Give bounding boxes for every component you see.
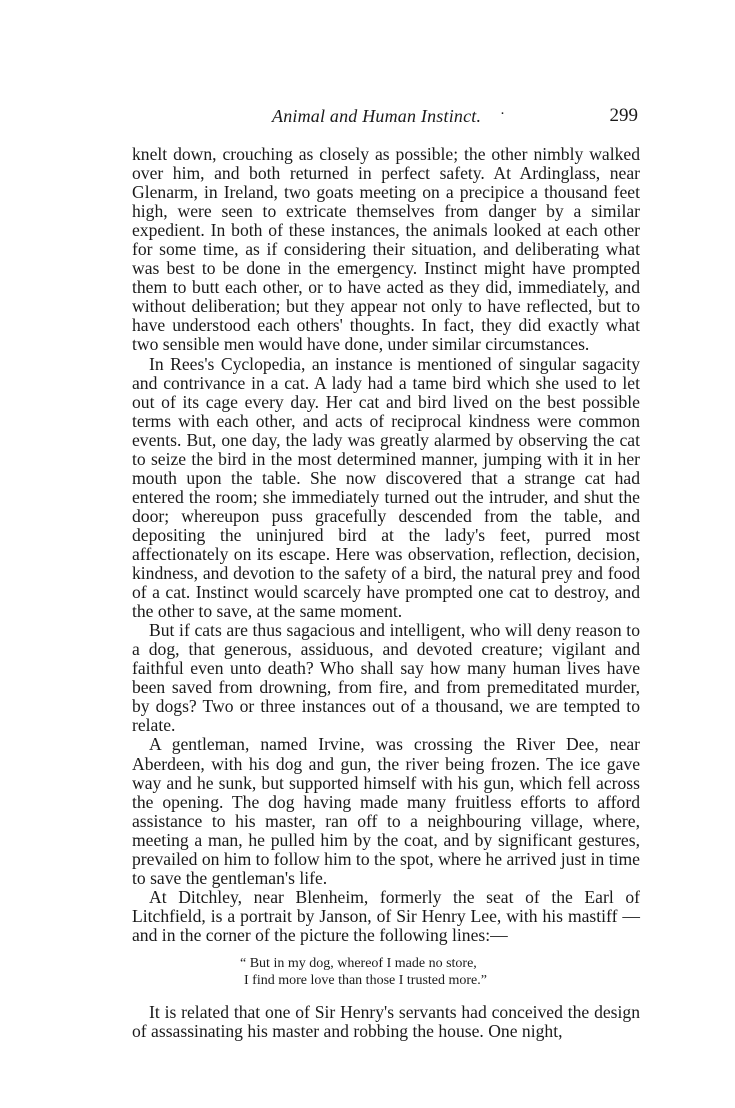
verse-line-2: I find more love than those I trusted more.” [244,972,487,988]
verse-quotation [132,955,640,989]
body-text [132,145,640,1041]
verse-line-1: “ But in my dog, whereof I made no store, [240,955,477,971]
running-head-mark: · [500,106,505,122]
paragraph-ditchley-portrait: At Ditchley, near Blenheim, formerly the seat of the Earl of Litchfield, is a portrait by Janson, of Sir Henry Lee, with his mastiff —and in the corner of the picture the following lines:— [132,886,640,945]
paragraph-cat-anecdote: In Rees's Cyclopedia, an instance is mentioned of singular sagacity and contrivance in a cat. A lady had a tame bird which she used to let out of its cage every day. Her cat and bird lived on the best possible terms with each other, and acts of reciprocal kindness were common events. But, one day, the lady was greatly alarmed by observing the cat to seize the bird in the most determined manner, jumping with it in her mouth upon the table. She now discovered that a strange cat had entered the room; she immediately turned out the intruder, and shut the door; whereupon puss gracefully descended from the table, and depositing the uninjured bird at the lady's feet, purred most affectionately on its escape. Here was observation, reflection, decision, kindness, and devotion to the safety of a bird, the natural prey and food of a cat. Instinct would scarcely have prompted one cat to destroy, and the other to save, at the same moment. [132,353,640,622]
running-head [130,104,642,130]
running-title: Animal and Human Instinct. [272,106,482,126]
paragraph-closing: It is related that one of Sir Henry's servants had conceived the design of assassinating his master and robbing the house. One night, [132,1001,640,1042]
paragraph-dog-reason: But if cats are thus sagacious and intelligent, who will deny reason to a dog, that generous, assiduous, and devoted creature; vigilant and faithful even unto death? Who shall say how many human lives have been saved from drowning, from fire, and from premeditated murder, by dogs? Two or three instances out of a thousand, we are tempted to relate. [132,620,640,736]
paragraph-irvine-anecdote: A gentleman, named Irvine, was crossing the River Dee, near Aberdeen, with his dog and gun, the river being frozen. The ice gave way and he sunk, but supported himself with his gun, which fell across the opening. The dog having made many fruitless efforts to afford assistance to his master, ran off to a neighbouring village, where, meeting a man, he pulled him by the coat, and by significant gestures, prevailed on him to follow him to the spot, where he arrived just in time to save the gentleman's life. [132,734,640,888]
page-number: 299 [609,105,638,126]
paragraph-continued: knelt down, crouching as closely as possible; the other nimbly walked over him, and both returned in perfect safety. At Ardinglass, near Glenarm, in Ireland, two goats meeting on a precipice a thousand feet high, were seen to extricate themselves from danger by a similar expedient. In both of these instances, the animals looked at each other for some time, as if considering their situation, and deliberating what was best to be done in the emergency. Instinct might have prompted them to butt each other, or to have acted as they did, immediately, and without deliberation; but they appear not only to have reflected, but to have understood each others' thoughts. In fact, they did exactly what two sensible men would have done, under similar circumstances. [132,144,640,355]
